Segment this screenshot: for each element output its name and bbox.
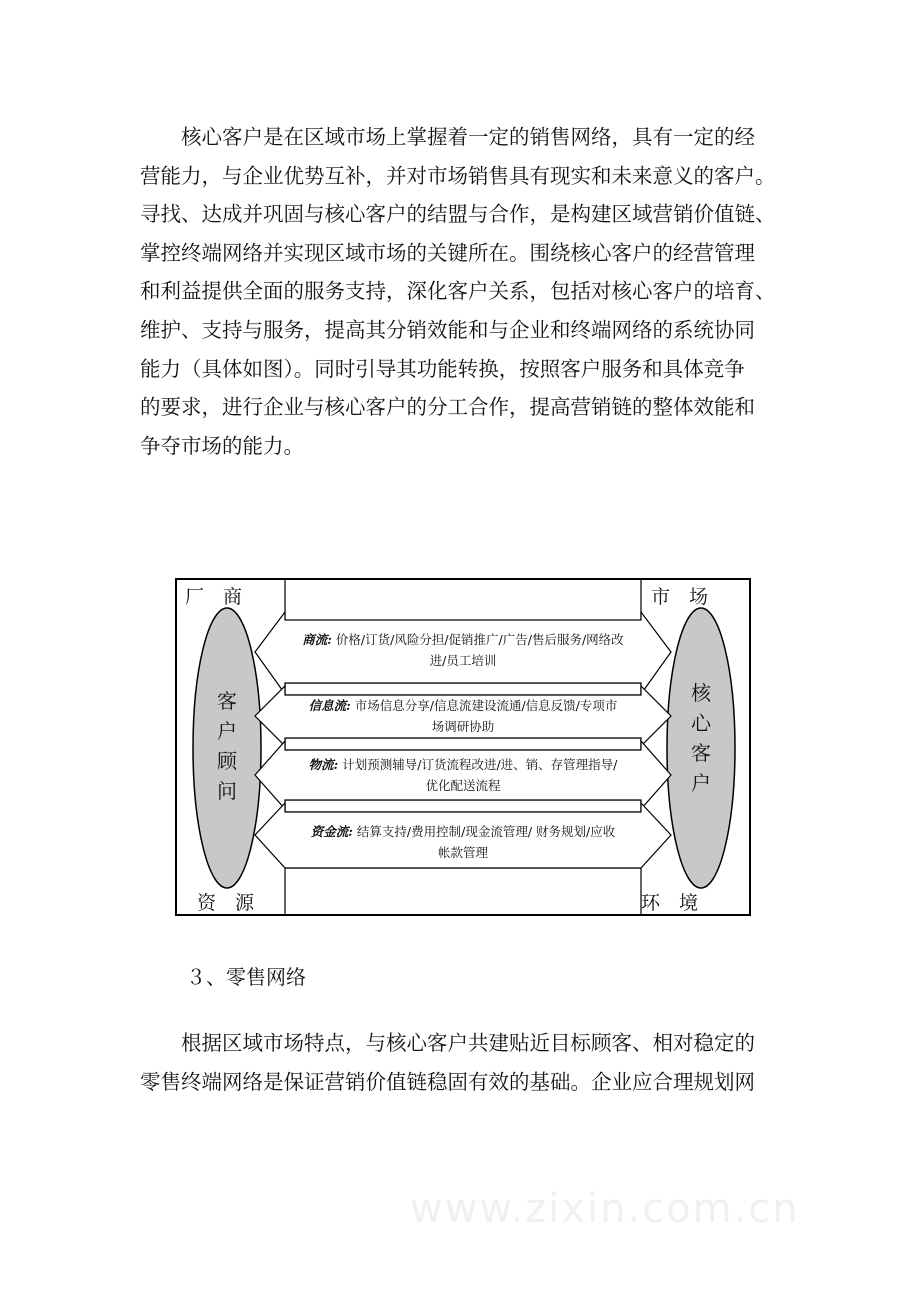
right-ellipse-label [686, 678, 716, 798]
flow-name: 物流: [308, 757, 339, 772]
label-manufacturer: 厂 商 [185, 586, 243, 608]
text-line: 维护、支持与服务，提高其分销效能和与企业和终端网络的系统协同 [140, 317, 755, 342]
section-heading: ３、零售网络 [186, 965, 306, 989]
text-line: 和利益提供全面的服务支持，深化客户关系，包括对核心客户的培育、 [140, 279, 776, 304]
flow-text: 结算支持/费用控制/现金流管理/ 财务规划/应收 [356, 824, 616, 839]
char: 客 [217, 689, 237, 713]
text-line: 营能力，与企业优势互补，并对市场销售具有现实和未来意义的客户。 [140, 163, 776, 188]
flow-name: 信息流: [308, 698, 351, 713]
char: 顾 [217, 749, 237, 773]
text-line: 零售终端网络是保证营销价值链稳固有效的基础。企业应合理规划网 [140, 1069, 755, 1094]
left-ellipse-label [212, 686, 242, 806]
intro-paragraph [140, 118, 782, 465]
retail-paragraph [140, 1024, 782, 1101]
text-line: 寻找、达成并巩固与核心客户的结盟与合作，是构建区域营销价值链、 [140, 202, 776, 227]
flow-name: 商流: [302, 632, 332, 647]
flow-text-2: 场调研协助 [431, 719, 495, 734]
flow-text: 市场信息分享/信息流建设流通/信息反馈/专项市 [354, 698, 618, 713]
char: 户 [691, 771, 711, 795]
char: 心 [691, 711, 711, 735]
separator-bar [285, 738, 641, 750]
flow-name: 资金流: [310, 824, 353, 839]
flow-logistics [265, 754, 661, 796]
text-line: 能力（具体如图）。同时引导其功能转换，按照客户服务和具体竞争 [140, 356, 745, 381]
flow-text: 价格/订货/风险分担/促销推广/广告/售后服务/网络改 [335, 632, 624, 647]
flow-information [265, 695, 661, 737]
char: 核 [691, 681, 711, 705]
label-environment: 环 境 [641, 892, 699, 914]
label-market: 市 场 [651, 586, 709, 608]
flow-commerce [265, 629, 661, 671]
char: 问 [217, 779, 237, 803]
char: 客 [691, 741, 711, 765]
flow-text-2: 优化配送流程 [425, 778, 501, 793]
text-line: 掌控终端网络并实现区域市场的关键所在。围绕核心客户的经营管理 [140, 240, 755, 265]
text-line: 的要求，进行企业与核心客户的分工合作，提高营销链的整体效能和 [140, 395, 755, 420]
flow-text: 计划预测辅导/订货流程改进/进、销、存管理指导/ [342, 757, 618, 772]
flow-capital [265, 821, 661, 863]
flow-text-2: 进/员工培训 [429, 653, 497, 668]
watermark: www.zixin.com.cn [410, 1186, 800, 1232]
separator-bar [285, 800, 641, 812]
char: 户 [217, 719, 237, 743]
label-resources: 资 源 [197, 892, 255, 914]
text-line: 根据区域市场特点，与核心客户共建贴近目标顾客、相对稳定的 [181, 1031, 755, 1055]
text-line: 核心客户是在区域市场上掌握着一定的销售网络，具有一定的经 [181, 125, 755, 149]
text-line: 争夺市场的能力。 [140, 433, 304, 458]
separator-bar [285, 683, 641, 695]
flow-text-2: 帐款管理 [437, 845, 488, 860]
